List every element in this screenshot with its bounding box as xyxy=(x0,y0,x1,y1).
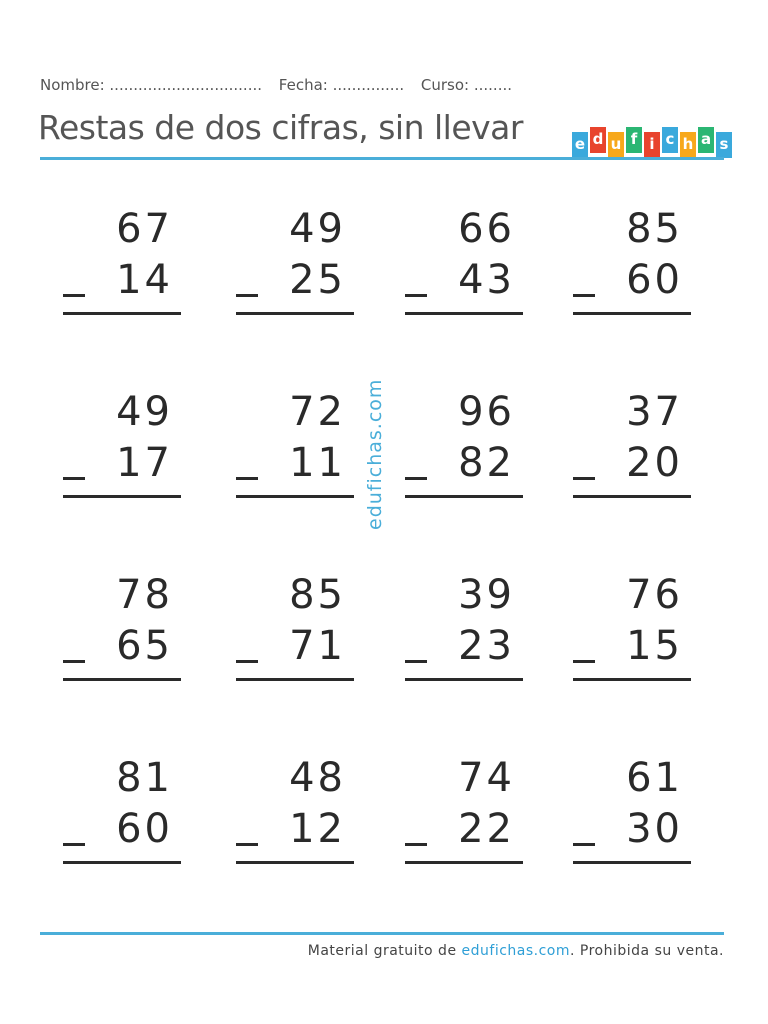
subtrahend: 43 xyxy=(458,257,515,303)
minuend: 49 xyxy=(289,206,346,252)
answer-line[interactable] xyxy=(405,495,523,498)
subtrahend: 17 xyxy=(116,440,173,486)
subtrahend: 71 xyxy=(289,623,346,669)
subtrahend: 22 xyxy=(458,806,515,852)
date-field-label: Fecha: ............... xyxy=(278,76,405,94)
minuend: 78 xyxy=(116,572,173,618)
subtraction-problem xyxy=(63,389,183,499)
minuend: 48 xyxy=(289,755,346,801)
answer-line[interactable] xyxy=(236,861,354,864)
minuend: 66 xyxy=(458,206,515,252)
subtrahend: 23 xyxy=(458,623,515,669)
subtraction-problem xyxy=(573,572,693,682)
logo-letter: d xyxy=(590,127,606,153)
answer-line[interactable] xyxy=(63,312,181,315)
minus-sign xyxy=(573,660,595,663)
subtrahend: 11 xyxy=(289,440,346,486)
answer-line[interactable] xyxy=(63,678,181,681)
minus-sign xyxy=(573,477,595,480)
subtrahend: 60 xyxy=(626,257,683,303)
subtrahend: 14 xyxy=(116,257,173,303)
minuend: 76 xyxy=(626,572,683,618)
header-divider xyxy=(40,157,724,160)
subtraction-problem xyxy=(236,206,356,316)
minus-sign xyxy=(236,843,258,846)
minus-sign xyxy=(405,660,427,663)
subtraction-problem xyxy=(236,389,356,499)
logo-letter: e xyxy=(572,132,588,158)
edufichas-logo xyxy=(572,124,732,158)
minuend: 74 xyxy=(458,755,515,801)
subtraction-problem xyxy=(573,389,693,499)
minus-sign xyxy=(573,294,595,297)
minuend: 72 xyxy=(289,389,346,435)
header-fields xyxy=(40,76,724,94)
minus-sign xyxy=(63,660,85,663)
minus-sign xyxy=(236,660,258,663)
footer-link[interactable]: edufichas.com xyxy=(461,943,571,959)
subtrahend: 12 xyxy=(289,806,346,852)
subtraction-problem xyxy=(236,755,356,865)
answer-line[interactable] xyxy=(573,678,691,681)
subtrahend: 65 xyxy=(116,623,173,669)
subtrahend: 20 xyxy=(626,440,683,486)
answer-line[interactable] xyxy=(573,312,691,315)
subtraction-problem xyxy=(405,206,525,316)
minuend: 39 xyxy=(458,572,515,618)
logo-letter: f xyxy=(626,127,642,153)
subtraction-problem xyxy=(236,572,356,682)
subtrahend: 82 xyxy=(458,440,515,486)
subtraction-problem xyxy=(405,389,525,499)
minus-sign xyxy=(63,843,85,846)
answer-line[interactable] xyxy=(63,861,181,864)
logo-letter: h xyxy=(680,132,696,158)
minuend: 96 xyxy=(458,389,515,435)
answer-line[interactable] xyxy=(405,312,523,315)
answer-line[interactable] xyxy=(573,495,691,498)
footer-text xyxy=(308,943,724,959)
minuend: 85 xyxy=(626,206,683,252)
minuend: 61 xyxy=(626,755,683,801)
subtraction-problem xyxy=(573,206,693,316)
footer-suffix: . Prohibida su venta. xyxy=(570,943,724,959)
worksheet-title: Restas de dos cifras, sin llevar xyxy=(38,108,523,147)
minus-sign xyxy=(63,294,85,297)
name-field-label: Nombre: ................................ xyxy=(40,76,262,94)
course-field-label: Curso: ........ xyxy=(420,76,512,94)
subtrahend: 15 xyxy=(626,623,683,669)
subtrahend: 25 xyxy=(289,257,346,303)
answer-line[interactable] xyxy=(573,861,691,864)
logo-letter: c xyxy=(662,127,678,153)
minuend: 37 xyxy=(626,389,683,435)
minuend: 67 xyxy=(116,206,173,252)
logo-letter: s xyxy=(716,132,732,158)
footer-divider xyxy=(40,932,724,935)
logo-letter: u xyxy=(608,132,624,158)
footer-prefix: Material gratuito de xyxy=(307,943,462,959)
answer-line[interactable] xyxy=(236,678,354,681)
subtraction-problem xyxy=(573,755,693,865)
subtraction-problem xyxy=(405,755,525,865)
subtraction-problem xyxy=(63,572,183,682)
answer-line[interactable] xyxy=(405,861,523,864)
minuend: 49 xyxy=(116,389,173,435)
minus-sign xyxy=(405,477,427,480)
answer-line[interactable] xyxy=(236,495,354,498)
answer-line[interactable] xyxy=(236,312,354,315)
answer-line[interactable] xyxy=(405,678,523,681)
minus-sign xyxy=(236,294,258,297)
minus-sign xyxy=(405,843,427,846)
minuend: 85 xyxy=(289,572,346,618)
subtraction-problem xyxy=(63,755,183,865)
subtrahend: 60 xyxy=(116,806,173,852)
minus-sign xyxy=(236,477,258,480)
watermark: edufichas.com xyxy=(364,378,386,530)
subtraction-problem xyxy=(63,206,183,316)
minus-sign xyxy=(573,843,595,846)
minuend: 81 xyxy=(116,755,173,801)
logo-letter: a xyxy=(698,127,714,153)
subtraction-problem xyxy=(405,572,525,682)
minus-sign xyxy=(63,477,85,480)
logo-letter: i xyxy=(644,132,660,158)
answer-line[interactable] xyxy=(63,495,181,498)
subtrahend: 30 xyxy=(626,806,683,852)
minus-sign xyxy=(405,294,427,297)
